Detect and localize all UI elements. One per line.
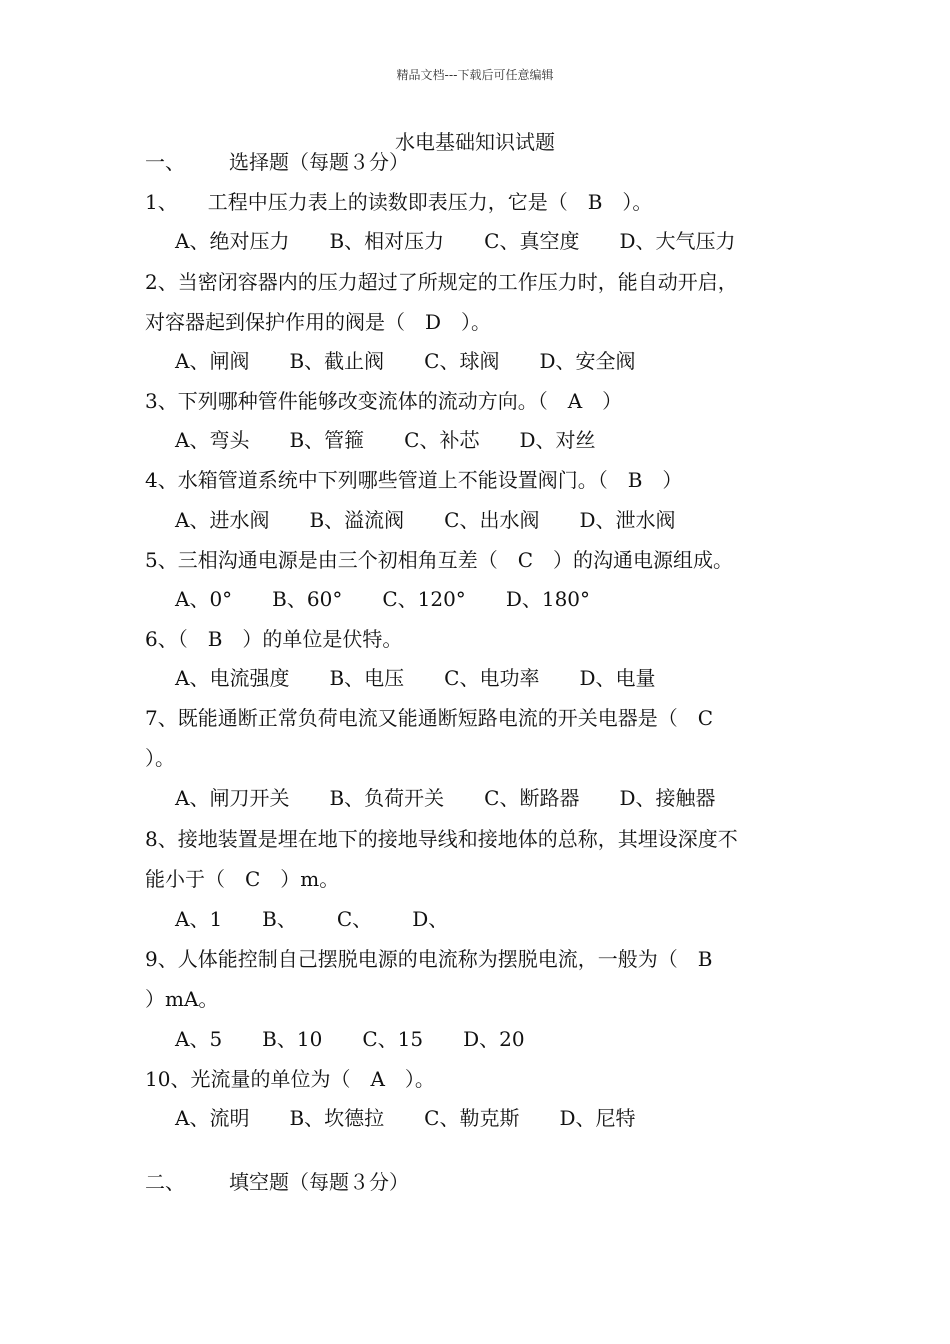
option: C、断路器 bbox=[484, 786, 580, 810]
option: D、尼特 bbox=[559, 1106, 636, 1130]
option: C、勒克斯 bbox=[424, 1106, 520, 1130]
option: B、坎德拉 bbox=[289, 1106, 385, 1130]
option-row bbox=[175, 508, 676, 532]
option: D、 bbox=[412, 907, 449, 931]
option-row bbox=[175, 786, 716, 810]
question-text: 3、下列哪种管件能够改变流体的流动方向。（ A ） bbox=[145, 389, 623, 413]
option: A、弯头 bbox=[175, 428, 250, 452]
option: A、闸阀 bbox=[175, 349, 250, 373]
option-row bbox=[175, 907, 448, 931]
option: A、进水阀 bbox=[175, 508, 270, 532]
option: C、球阀 bbox=[424, 349, 500, 373]
section-number: 二、 bbox=[145, 1170, 185, 1194]
option: A、闸刀开关 bbox=[175, 786, 290, 810]
section-title: 选择题（每题３分） bbox=[229, 150, 409, 174]
option: B、负荷开关 bbox=[329, 786, 445, 810]
option: A、电流强度 bbox=[175, 666, 290, 690]
section-number: 一、 bbox=[145, 150, 185, 174]
option: D、180° bbox=[505, 587, 591, 611]
section-heading bbox=[145, 150, 409, 174]
question-text: 7、既能通断正常负荷电流又能通断短路电流的开关电器是（ C bbox=[145, 706, 714, 730]
option: D、20 bbox=[463, 1027, 525, 1051]
question-text: 1、 工程中压力表上的读数即表压力，它是（ B ）。 bbox=[145, 190, 653, 214]
option: C、120° bbox=[382, 587, 466, 611]
option: B、截止阀 bbox=[289, 349, 385, 373]
question-text: 8、接地装置是埋在地下的接地导线和接地体的总称，其埋设深度不 bbox=[145, 827, 738, 851]
section-heading bbox=[145, 1170, 409, 1194]
question-text: ）。 bbox=[145, 746, 175, 770]
question-text: 9、人体能控制自己摆脱电源的电流称为摆脱电流，一般为（ B bbox=[145, 947, 713, 971]
question-text: 对容器起到保护作用的阀是（ D ）。 bbox=[145, 310, 492, 334]
question-text: ）mA。 bbox=[145, 987, 219, 1011]
option: B、相对压力 bbox=[329, 229, 445, 253]
option: C、真空度 bbox=[484, 229, 580, 253]
option: D、电量 bbox=[579, 666, 656, 690]
option: A、0° bbox=[175, 587, 233, 611]
question-text: 2、当密闭容器内的压力超过了所规定的工作压力时，能自动开启， bbox=[145, 270, 738, 294]
page-title: 水电基础知识试题 bbox=[395, 130, 555, 154]
option: B、管箍 bbox=[289, 428, 365, 452]
option-row bbox=[175, 229, 736, 253]
option: D、接触器 bbox=[619, 786, 716, 810]
option: D、安全阀 bbox=[539, 349, 636, 373]
option-row bbox=[175, 428, 596, 452]
option-row bbox=[175, 666, 656, 690]
option: D、大气压力 bbox=[619, 229, 736, 253]
option: C、15 bbox=[362, 1027, 424, 1051]
page-header: 精品文档---下载后可任意编辑 bbox=[396, 68, 554, 82]
option: B、电压 bbox=[329, 666, 405, 690]
option: A、1 bbox=[175, 907, 223, 931]
option: D、对丝 bbox=[519, 428, 596, 452]
option: B、60° bbox=[272, 587, 343, 611]
option: D、泄水阀 bbox=[579, 508, 676, 532]
option: C、出水阀 bbox=[444, 508, 540, 532]
question-text: 5、三相沟通电源是由三个初相角互差（ C ）的沟通电源组成。 bbox=[145, 548, 734, 572]
option-row bbox=[175, 1027, 525, 1051]
section-title: 填空题（每题３分） bbox=[229, 1170, 409, 1194]
option: C、补芯 bbox=[404, 428, 480, 452]
option-row bbox=[175, 349, 636, 373]
question-text: 能小于（ C ）m。 bbox=[145, 867, 340, 891]
question-text: 4、水箱管道系统中下列哪些管道上不能设置阀门。（ B ） bbox=[145, 468, 683, 492]
option-row bbox=[175, 587, 590, 611]
option: B、溢流阀 bbox=[309, 508, 405, 532]
question-text: 6、（ B ）的单位是伏特。 bbox=[145, 627, 403, 651]
question-text: 10、光流量的单位为（ A ）。 bbox=[145, 1067, 435, 1091]
option: A、绝对压力 bbox=[175, 229, 290, 253]
option: B、 bbox=[262, 907, 297, 931]
option: A、5 bbox=[175, 1027, 223, 1051]
option: B、10 bbox=[262, 1027, 323, 1051]
option: C、 bbox=[336, 907, 373, 931]
option: C、电功率 bbox=[444, 666, 540, 690]
option: A、流明 bbox=[175, 1106, 250, 1130]
option-row bbox=[175, 1106, 636, 1130]
